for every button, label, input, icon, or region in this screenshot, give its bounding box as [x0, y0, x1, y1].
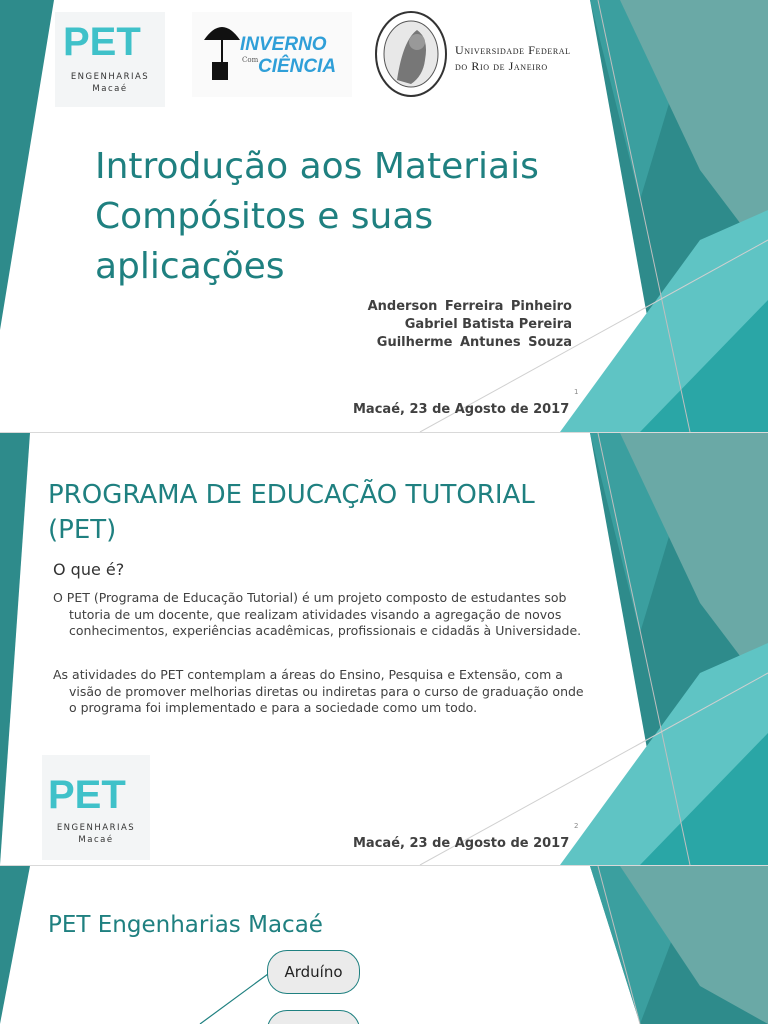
umbrella-icon	[202, 18, 242, 88]
university-name	[455, 42, 571, 74]
ufrj-seal-icon	[373, 10, 449, 98]
presentation-date: Macaé, 23 de Agosto de 2017	[353, 836, 570, 851]
pet-logo-mark: PET	[48, 773, 126, 817]
university-name-line-1: Universidade Federal	[455, 43, 571, 57]
slide-3	[0, 866, 768, 1024]
pet-logo-caption: ENGENHARIAS	[70, 72, 150, 82]
inverno-com-ciencia-logo	[192, 12, 352, 97]
author-list	[368, 298, 572, 352]
author-3: Guilherme Antunes Souza	[376, 335, 572, 350]
paragraph-2: As atividades do PET contemplam a áreas do Ensino, Pesquisa e Extensão, com a visão de promover melhorias diretas ou indiretas para o curso de graduação onde o programa foi implementado e para a sociedade como um todo.	[53, 667, 584, 715]
presentation-date: Macaé, 23 de Agosto de 2017	[353, 402, 570, 417]
slide-decoration	[0, 866, 768, 1024]
slide-title: PROGRAMA DE EDUCAÇÃO TUTORIAL (PET)	[48, 480, 535, 545]
university-name-line-2: do Rio de Janeiro	[455, 59, 548, 73]
slide-2	[0, 433, 768, 865]
author-1: Anderson Ferreira Pinheiro	[367, 299, 572, 314]
slide-1	[0, 0, 768, 432]
pet-logo	[42, 755, 150, 860]
slide-title: PET Engenharias Macaé	[48, 912, 323, 938]
pet-logo-caption: ENGENHARIAS	[56, 823, 136, 833]
presentation-title: Introdução aos Materiais Compósitos e suas aplicações	[95, 146, 539, 287]
page-number: 2	[574, 822, 579, 830]
pet-logo	[55, 12, 165, 107]
author-2: Gabriel Batista Pereira	[404, 317, 572, 332]
pet-logo-city: Macaé	[78, 835, 114, 845]
com-text: Com	[242, 56, 259, 64]
page-number: 1	[574, 388, 579, 396]
inverno-text: INVERNO	[240, 34, 327, 55]
pet-logo-city: Macaé	[92, 84, 128, 94]
diagram-node-arduino: Arduíno	[267, 950, 360, 994]
diagram-node	[267, 1010, 360, 1024]
paragraph-1: O PET (Programa de Educação Tutorial) é um projeto composto de estudantes sob tutoria de um docente, que realizam atividades visando a agregação de novos conhecimentos, experiências acadêmicas, profissionais e cidadãs à Universidade.	[53, 590, 582, 638]
pet-logo-mark: PET	[63, 20, 141, 64]
slide-subtitle: O que é?	[53, 560, 125, 579]
ciencia-text: CIÊNCIA	[258, 56, 337, 77]
